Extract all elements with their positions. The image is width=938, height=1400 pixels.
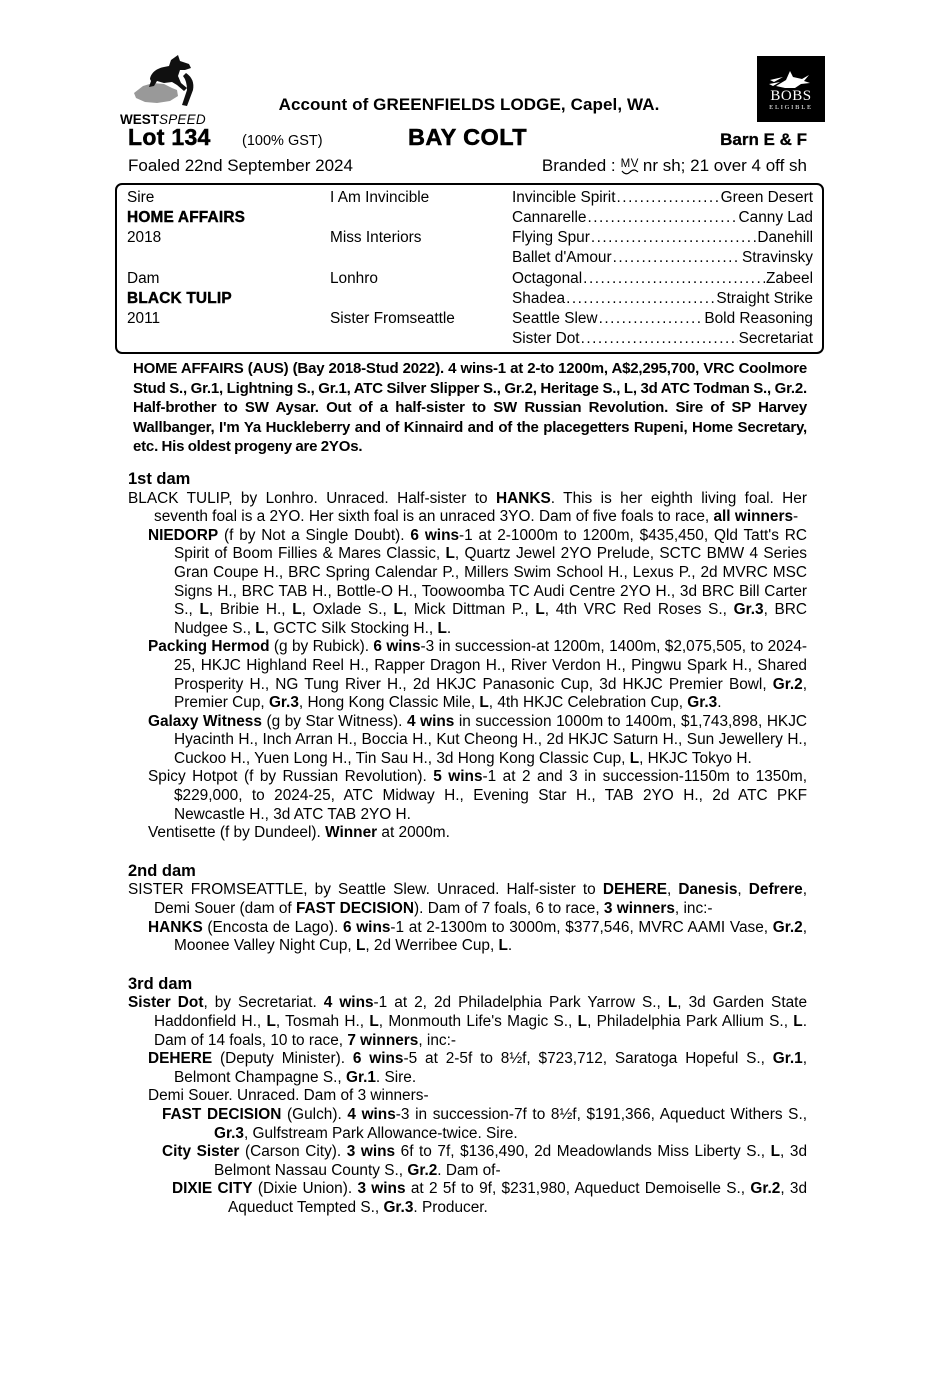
bold-run: FAST DECISION bbox=[162, 1105, 282, 1123]
bold-run: 4 wins bbox=[323, 994, 374, 1012]
bobs-horse-icon bbox=[768, 67, 814, 89]
bold-run: Defrere bbox=[748, 881, 803, 899]
gen3-row bbox=[512, 329, 813, 349]
brand-mark bbox=[621, 159, 639, 175]
bold-run: L bbox=[199, 601, 209, 619]
leader-dots bbox=[581, 330, 738, 348]
pedigree-column-2 bbox=[330, 188, 512, 349]
bold-run: 4 wins bbox=[347, 1105, 396, 1123]
gen3-ancestor-name: Cannarelle bbox=[512, 209, 587, 227]
dam-sections bbox=[128, 470, 807, 1218]
bold-run: DIXIE CITY bbox=[172, 1180, 253, 1198]
gen3-ancestor-name: Stravinsky bbox=[742, 249, 813, 267]
bobs-wordmark: BOBS bbox=[770, 87, 812, 104]
pedigree-paragraph: City Sister (Carson City). 3 wins 6f to 7f, $136,490, 2d Meadowlands Miss Liberty S., L, 3d Belmont Nassau County S., Gr.2. Dam of- bbox=[162, 1143, 807, 1179]
leader-dots bbox=[591, 229, 757, 247]
gen3-ancestor-name: Seattle Slew bbox=[512, 309, 598, 327]
bold-run: L bbox=[266, 1013, 276, 1030]
branded-line bbox=[542, 156, 807, 176]
bold-run: L bbox=[535, 601, 545, 619]
bold-run: HOME AFFAIRS (AUS) (Bay 2018-Stud 2022). 4 wins-1 at 2-to 1200m, A$2,295,700, VRC Coolmore Stud S., Gr.1, Lightning S., Gr.1, ATC Silver Slipper S., Gr.2, Heritage S., L, 3d ATC Todman S., Gr.2. Half-brother to SW Aysar. Out of a half-sister to SW Russian Revolution. Sire of SP Harvey Wallbanger, I'm Ya Huckleberry and of Kinnaird and of the placegetters Rupeni, Home Secretary, etc. His oldest progeny are 2YOs. bbox=[133, 360, 807, 456]
dam-year: 2011 bbox=[127, 309, 161, 327]
bold-run: HANKS bbox=[148, 918, 203, 936]
bold-run: Sister Dot bbox=[128, 994, 204, 1012]
sire-name: HOME AFFAIRS bbox=[127, 209, 246, 227]
leader-dots bbox=[599, 310, 704, 328]
bold-run: L bbox=[577, 1013, 588, 1030]
leader-dots bbox=[566, 290, 715, 308]
bold-run: L bbox=[437, 619, 447, 637]
bold-run: FAST DECISION bbox=[296, 900, 415, 918]
gen3-ancestor-name: Shadea bbox=[512, 289, 566, 307]
pedigree-column-3 bbox=[512, 188, 813, 349]
bold-run: L bbox=[479, 694, 489, 712]
brand-mark-squiggle-icon bbox=[621, 169, 639, 175]
bold-run: 3 wins bbox=[346, 1143, 396, 1161]
branded-label: Branded : bbox=[541, 156, 616, 175]
bold-run: City Sister bbox=[162, 1143, 240, 1161]
bold-run: Gr.3 bbox=[733, 601, 764, 619]
bold-run: HANKS bbox=[496, 489, 551, 507]
lot-number: Lot 134 bbox=[128, 124, 211, 150]
gen3-ancestor-name: Canny Lad bbox=[738, 209, 813, 227]
sire-blurb bbox=[133, 359, 807, 457]
westspeed-word-speed: SPEED bbox=[159, 112, 206, 127]
bold-run: Danesis bbox=[678, 881, 738, 899]
bold-run: L bbox=[793, 1013, 803, 1030]
horse-title: BAY COLT bbox=[408, 124, 527, 150]
gen3-ancestor-name: Secretariat bbox=[738, 329, 813, 347]
pedigree-paragraph: Packing Hermod (g by Rubick). 6 wins-3 in succession-at 1200m, 1400m, $2,075,505, to 2024-25, HKJC Highland Reel H., Rapper Dragon H., River Verdon H., Pingwu Spark H., Shared Prosperity H., NG Tung River H., 2d HKJC Panasonic Cup, 3d HKJC Premier Bowl, Gr.2, Premier Cup, Gr.3, Hong Kong Classic Mile, L, 4th HKJC Celebration Cup, Gr.3. bbox=[148, 638, 808, 712]
bold-run: L bbox=[292, 601, 302, 619]
sire-dam-name: Miss Interiors bbox=[330, 229, 422, 247]
bold-run: 3 winners bbox=[603, 900, 675, 918]
pedigree-paragraph: DEHERE (Deputy Minister). 6 wins-5 at 2-5f to 8½f, $723,712, Saratoga Hopeful S., Gr.1, Belmont Champagne S., Gr.1. Sire. bbox=[148, 1050, 807, 1086]
bold-run: DEHERE bbox=[602, 881, 667, 899]
bold-run: 7 winners bbox=[347, 1031, 419, 1049]
bold-run: 6 wins bbox=[373, 638, 421, 656]
bold-run: Gr.1 bbox=[345, 1068, 376, 1086]
bold-run: Packing Hermod bbox=[148, 638, 270, 656]
bold-run: Gr.2 bbox=[772, 918, 803, 936]
bold-run: L bbox=[667, 994, 678, 1012]
gen3-ancestor-name: Flying Spur bbox=[512, 229, 590, 247]
gen3-row bbox=[512, 188, 813, 208]
leader-dots bbox=[583, 270, 765, 288]
bold-run: 5 wins bbox=[433, 768, 483, 786]
gen3-row bbox=[512, 309, 813, 329]
dam-heading: 2nd dam bbox=[128, 861, 196, 880]
gen3-ancestor-name: Sister Dot bbox=[512, 329, 580, 347]
gen3-row bbox=[512, 208, 813, 228]
bold-run: L bbox=[770, 1143, 781, 1161]
dam-heading: 3rd dam bbox=[128, 974, 193, 993]
bold-run: Gr.3 bbox=[214, 1124, 244, 1142]
leader-dots bbox=[587, 209, 737, 227]
bold-run: 4 wins bbox=[406, 712, 455, 730]
bold-run: all winners bbox=[713, 508, 794, 526]
pedigree-text bbox=[128, 359, 807, 1218]
dam-sire-name: Lonhro bbox=[330, 269, 378, 287]
bold-run: L bbox=[355, 937, 366, 955]
bold-run: L bbox=[445, 545, 455, 563]
gst-note: (100% GST) bbox=[242, 133, 323, 149]
bold-run: 6 wins bbox=[410, 526, 460, 544]
account-line: Account of GREENFIELDS LODGE, Capel, WA. bbox=[278, 95, 660, 114]
dam-heading: 1st dam bbox=[128, 469, 191, 488]
bold-run: Galaxy Witness bbox=[148, 712, 262, 730]
pedigree-paragraph: HANKS (Encosta de Lago). 6 wins-1 at 2-1300m to 3000m, $377,546, MVRC AAMI Vase, Gr.2, Moonee Valley Night Cup, L, 2d Werribee Cup, L. bbox=[148, 918, 807, 955]
bold-run: L bbox=[255, 619, 265, 637]
bobs-eligible-label: ELIGIBLE bbox=[769, 103, 813, 111]
branded-description: nr sh; 21 over 4 off sh bbox=[642, 156, 807, 175]
bold-run: 6 wins bbox=[352, 1050, 404, 1068]
leader-dots bbox=[617, 189, 720, 207]
bold-run: Gr.2 bbox=[772, 675, 803, 693]
gen3-row bbox=[512, 289, 813, 309]
bobs-logo bbox=[757, 56, 825, 122]
pedigree-table bbox=[115, 183, 824, 354]
bold-run: 6 wins bbox=[342, 918, 391, 936]
sire-sire-name: I Am Invincible bbox=[330, 189, 430, 207]
bold-run: Gr.3 bbox=[687, 694, 718, 712]
barn-label: Barn E & F bbox=[720, 130, 807, 149]
gen3-ancestor-name: Straight Strike bbox=[716, 289, 813, 307]
gen3-row bbox=[512, 248, 813, 268]
bold-run: L bbox=[369, 1013, 379, 1030]
westspeed-word-west: WEST bbox=[120, 112, 159, 127]
gen3-ancestor-name: Ballet d'Amour bbox=[512, 249, 612, 267]
gen3-ancestor-name: Bold Reasoning bbox=[704, 309, 813, 327]
bold-run: Gr.3 bbox=[383, 1198, 414, 1216]
sire-year: 2018 bbox=[127, 229, 162, 247]
pedigree-paragraph: Galaxy Witness (g by Star Witness). 4 wins in succession 1000m to 1400m, $1,743,898, HKJC Hyacinth H., Inch Arran H., Boccia H., Kut Cheong H., 2d HKJC Saturn H., Sun Jewellery H., Cuckoo H., Yuen Long H., Tin Sau H., 3d Hong Kong Classic Cup, L, HKJC Tokyo H. bbox=[148, 712, 808, 767]
bold-run: 3 wins bbox=[357, 1180, 406, 1198]
dam-name: BLACK TULIP bbox=[127, 289, 232, 307]
bold-run: L bbox=[629, 749, 640, 767]
pedigree-paragraph: Demi Souer. Unraced. Dam of 3 winners- bbox=[148, 1087, 429, 1105]
gen3-ancestor-name: Danehill bbox=[757, 229, 813, 247]
foaled-date: Foaled 22nd September 2024 bbox=[128, 156, 353, 175]
pedigree-paragraph: DIXIE CITY (Dixie Union). 3 wins at 2 5f to 9f, $231,980, Aqueduct Demoiselle S., Gr.2, 3d Aqueduct Tempted S., Gr.3. Producer. bbox=[172, 1180, 808, 1216]
gen3-ancestor-name: Green Desert bbox=[720, 189, 813, 207]
bold-run: L bbox=[393, 601, 403, 619]
pedigree-paragraph: BLACK TULIP, by Lonhro. Unraced. Half-sister to HANKS. This is her eighth living foal. Her seventh foal is a 2YO. Her sixth foal is an unraced 3YO. Dam of five foals to race, all winners- bbox=[128, 489, 807, 526]
pedigree-paragraph: Sister Dot, by Secretariat. 4 wins-1 at 2, 2d Philadelphia Park Yarrow S., L, 3d Garden State Haddonfield H., L, Tosmah H., L, Monmouth Life's Magic S., L, Philadelphia Park Allium S., L. Dam of 14 foals, 10 to race, 7 winners, inc:- bbox=[128, 994, 807, 1049]
pedigree-column-1 bbox=[127, 188, 330, 349]
pedigree-paragraph: FAST DECISION (Gulch). 4 wins-3 in succession-7f to 8½f, $191,366, Aqueduct Withers S., Gr.3, Gulfstream Park Allowance-twice. Sire. bbox=[162, 1105, 807, 1142]
foaled-row bbox=[128, 150, 807, 176]
dam-role-label: Dam bbox=[127, 269, 160, 287]
bold-run: NIEDORP bbox=[148, 526, 219, 544]
pedigree-paragraph: Spicy Hotpot (f by Russian Revolution). 5 wins-1 at 2 and 3 in succession-1150m to 1350m, $229,000, to 2024-25, ATC Midway H., Evening Star H., TAB 2YO H., 2d ATC PKF Newcastle H., 3d ATC TAB 2YO H. bbox=[148, 768, 807, 823]
brand-mark-letters: MV bbox=[620, 158, 639, 170]
pedigree-paragraph: NIEDORP (f by Not a Single Doubt). 6 wins-1 at 2-1000m to 1200m, $435,450, Qld Tatt's RC Spirit of Boom Fillies & Mares Classic, L, Quartz Jewel 2YO Prelude, SCTC BMW 4 Series Gran Coupe H., BRC Spring Calendar P., Millers Swim School H., Lexus P., 2d MVRC MSC Signs H., BRC TAB H., Bottle-O H., Toowoomba TC Audi Centre 2YO H., 3d BRC Bill Carter S., L, Bribie H., L, Oxlade S., L, Mick Dittman P., L, 4th VRC Red Roses S., Gr.3, BRC Nudgee S., L, GCTC Silk Stocking H., L. bbox=[148, 526, 808, 637]
westspeed-logo bbox=[120, 53, 240, 126]
bold-run: DEHERE bbox=[148, 1050, 213, 1068]
gen3-ancestor-name: Octagonal bbox=[512, 269, 583, 287]
bold-run: Gr.2 bbox=[407, 1161, 438, 1179]
pedigree-paragraph: Ventisette (f by Dundeel). Winner at 2000m. bbox=[148, 824, 450, 842]
lot-row bbox=[128, 120, 807, 151]
bold-run: L bbox=[498, 937, 508, 955]
dam-dam-name: Sister Fromseattle bbox=[330, 309, 455, 327]
leader-dots bbox=[613, 249, 741, 267]
gen3-ancestor-name: Invincible Spirit bbox=[512, 189, 616, 207]
gen3-ancestor-name: Zabeel bbox=[765, 269, 813, 287]
bold-run: Winner bbox=[325, 824, 378, 842]
gen3-row bbox=[512, 228, 813, 248]
gen3-row bbox=[512, 269, 813, 289]
sire-role-label: Sire bbox=[127, 189, 155, 207]
bold-run: Gr.3 bbox=[268, 694, 299, 712]
bold-run: Gr.1 bbox=[772, 1050, 803, 1068]
pedigree-paragraph: SISTER FROMSEATTLE, by Seattle Slew. Unraced. Half-sister to DEHERE, Danesis, Defrere, Demi Souer (dam of FAST DECISION). Dam of 7 foals, 6 to race, 3 winners, inc:- bbox=[128, 881, 807, 918]
bold-run: Gr.2 bbox=[750, 1180, 781, 1198]
